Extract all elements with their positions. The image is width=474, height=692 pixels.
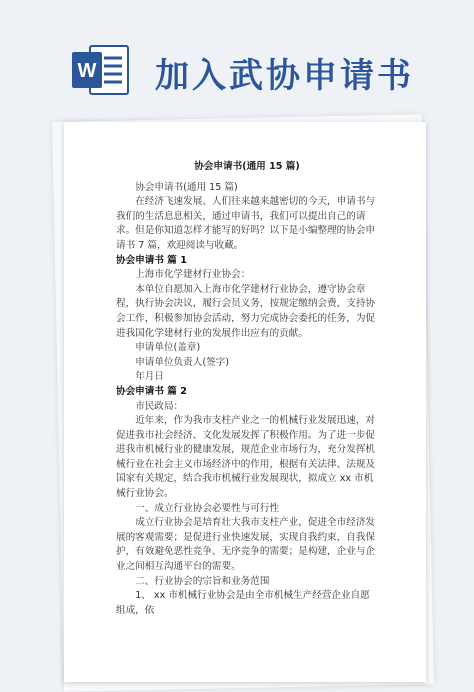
banner-header (0, 0, 474, 120)
paragraph: 本单位自愿加入上海市化学建材行业协会，遵守协会章程，执行协会决议，履行会员义务，按规定缴纳会费，支持协会工作，积极参加协会活动，努力完成协会委托的任务，为促进我国化学建材行业的发展作出应有的贡献。 (116, 283, 376, 339)
document-page (64, 122, 426, 682)
paragraph: 市民政局： (135, 400, 184, 412)
svg-text:W: W (77, 60, 97, 82)
paragraph: 在经济飞速发展、人们往来越来越密切的今天，申请书与我们的生活息息相关，通过申请书，我们可以提出自己的请求。但是你知道怎样才能写的好吗？以下是小编整理的协会申请书 7 篇，欢迎阅读与收藏。 (116, 196, 376, 251)
section-heading: 协会申请书 篇 2 (116, 385, 187, 397)
paragraph: 二、行业协会的宗旨和业务范围 (135, 575, 270, 587)
paragraph-list (116, 181, 378, 619)
paragraph: 1、 xx 市机械行业协会是由全市机械生产经营企业自愿组成，依 (116, 590, 370, 616)
section-heading: 协会申请书 篇 1 (116, 254, 187, 266)
word-icon (70, 42, 132, 98)
paragraph: 申请单位(盖章) (135, 342, 201, 354)
banner-title: 加入武协申请书 (155, 56, 414, 96)
paragraph: 年月日 (135, 371, 164, 383)
paragraph: 协会申请书(通用 15 篇) (135, 181, 238, 193)
paragraph: 上海市化学建材行业协会： (135, 269, 251, 281)
paragraph: 成立行业协会是培育壮大我市支柱产业，促进全市经济发展的客观需要；是促进行业快速发展，实现自我约束，自我保护，有效避免恶性竞争、无序竞争的需要；是构建，企业与企业之间相互沟通平台的需要。 (116, 517, 376, 573)
paragraph: 申请单位负责人(签字) (135, 356, 230, 368)
paragraph: 一、成立行业协会必要性与可行性 (135, 502, 280, 514)
document-title: 协会申请书(通用 15 篇) (194, 161, 300, 172)
document-body (116, 160, 378, 618)
paragraph: 近年来，作为我市支柱产业之一的机械行业发展迅速，对促进我市社会经济、文化发展发挥了积极作用。为了进一步促进我市机械行业的健康发展，规范企业市场行为，充分发挥机械行业在社会主义市场经济中的作用，根据有关法律、法规及国家有关规定，结合我市机械行业发展现状，拟成立 xx 市机械行业协会。 (116, 415, 376, 500)
